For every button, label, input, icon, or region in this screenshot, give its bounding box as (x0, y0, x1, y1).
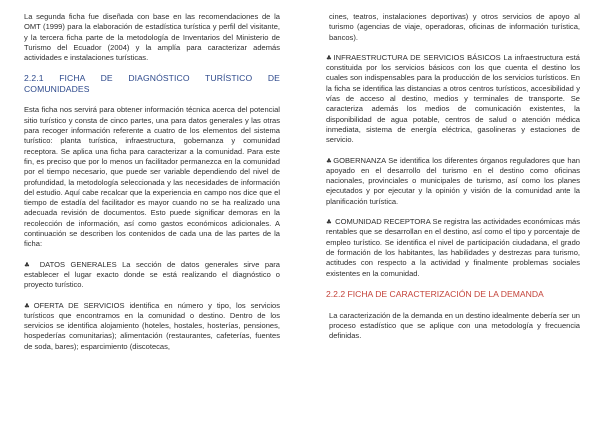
club-bullet-icon: ♣ (24, 260, 34, 269)
club-bullet-icon: ♣ (326, 156, 333, 165)
gobernanza-text: GOBERNANZA Se identifica los diferentes órganos reguladores que han apoyado en el desarrollo del turismo en el destino como oficinas nacionales, provinciales o municipales de turismo, así como los planes ejecutados y por ejecutar y la opinión y visión de la comunidad ante la planificación turística. (326, 155, 580, 206)
right-column (326, 12, 580, 342)
left-column (24, 12, 280, 352)
continuation-paragraph: cines, teatros, instalaciones deportivas) y otros servicios de apoyo al turismo (agencias de viaje, operadoras, oficinas de información turística, bancos). (329, 12, 580, 42)
club-bullet-icon: ♣ (326, 53, 333, 62)
datos-generales-paragraph (24, 260, 280, 291)
datos-generales-text: DATOS GENERALES La sección de datos generales sirve para establecer el lugar exacto donde se está realizando el diagnóstico o proyecto turístico. (24, 259, 280, 290)
intro-paragraph: La segunda ficha fue diseñada con base en las recomendaciones de la OMT (1999) para la elaboración de estadística turística y perfil del visitante, y la tercera ficha parte de la metodología de Inventarios del Ministerio de Turismo del Ecuador (2004) y la amplía para caracterizar además actividades e instalaciones turísticas. (24, 12, 280, 63)
demanda-paragraph: La caracterización de la demanda en un destino idealmente debería ser un proceso estadístico que se aplique con una metodología y frecuencia definidas. (329, 310, 580, 341)
comunidad-receptora-paragraph (326, 217, 580, 279)
infraestructura-text: INFRAESTRUCTURA DE SERVICIOS BÁSICOS La infraestructura está constituida por los servicios básicos con los que cuenta el destino los cuales son indispensables para la producción de los servicios turísticos. En la ficha se identifica las distancias a otros centros turísticos, accesibilidad y vías de acceso al destino, medios y terminales de transporte. Se caracteriza además los medios de comunicación existentes, la disponibilidad de agua potable, centros de salud o atención médica inmediata, sistema de energía eléctrica, gasolineras y estaciones de servicio. (326, 52, 580, 145)
oferta-servicios-paragraph (24, 301, 280, 352)
gobernanza-paragraph (326, 156, 580, 207)
section-heading-222: 2.2.2 FICHA DE CARACTERIZACIÓN DE LA DEMANDA (326, 288, 544, 299)
section-heading-221: 2.2.1 FICHA DE DIAGNÓSTICO TURÍSTICO DE COMUNIDADES (24, 73, 280, 95)
oferta-servicios-text: OFERTA DE SERVICIOS identifica en número y tipo, los servicios turísticos que encontramos en la comunidad o destino. Dentro de los servicios se identifica alojamiento (hoteles, hostales, hosterías, pensiones, hospederías comunitarias); alimentación (restaurantes, cafeterías, fuentes de soda, bares); esparcimiento (discotecas, (24, 300, 281, 351)
infraestructura-paragraph (326, 53, 580, 146)
club-bullet-icon: ♣ (326, 218, 332, 227)
club-bullet-icon: ♣ (24, 301, 33, 310)
description-paragraph: Esta ficha nos servirá para obtener información técnica acerca del potencial sitio turístico y consta de cinco partes, una para datos generales y las otras para recoger información referente a cuatro de los elementos del sistema turístico: planta turística, infraestructura, gobernanza y comunidad receptora. Se aplica una ficha para caracterizar a la comunidad. Para este fin, es preciso que por lo menos un facilitador permanezca en la comunidad por el tiempo necesario, que puede ser variable dependiendo del nivel de profundidad, la metodología seleccionada y las necesidades de información del estudio. Aquí cabe recalcar que la experiencia en campo nos dice que el tiempo de estadía del facilitador es mayor cuando no se ha realizado una adecuada revisión de documentos. Esto puede significar demoras en la recolección de información, así como gastos económicos adicionales. A continuación se describen los contenidos de cada una de las partes de la ficha: (24, 105, 280, 249)
comunidad-receptora-text: COMUNIDAD RECEPTORA Se registra las actividades económicas más rentables que se desarrollan en el destino, así como el tipo y porcentaje de empleo turístico. Se identifica el nivel de participación ciudadana, el grado de formación de los habitantes, las habilidades y destrezas para turismo, actitudes con respecto a la actividad y finalmente problemas sociales existentes en la comunidad. (326, 217, 580, 278)
